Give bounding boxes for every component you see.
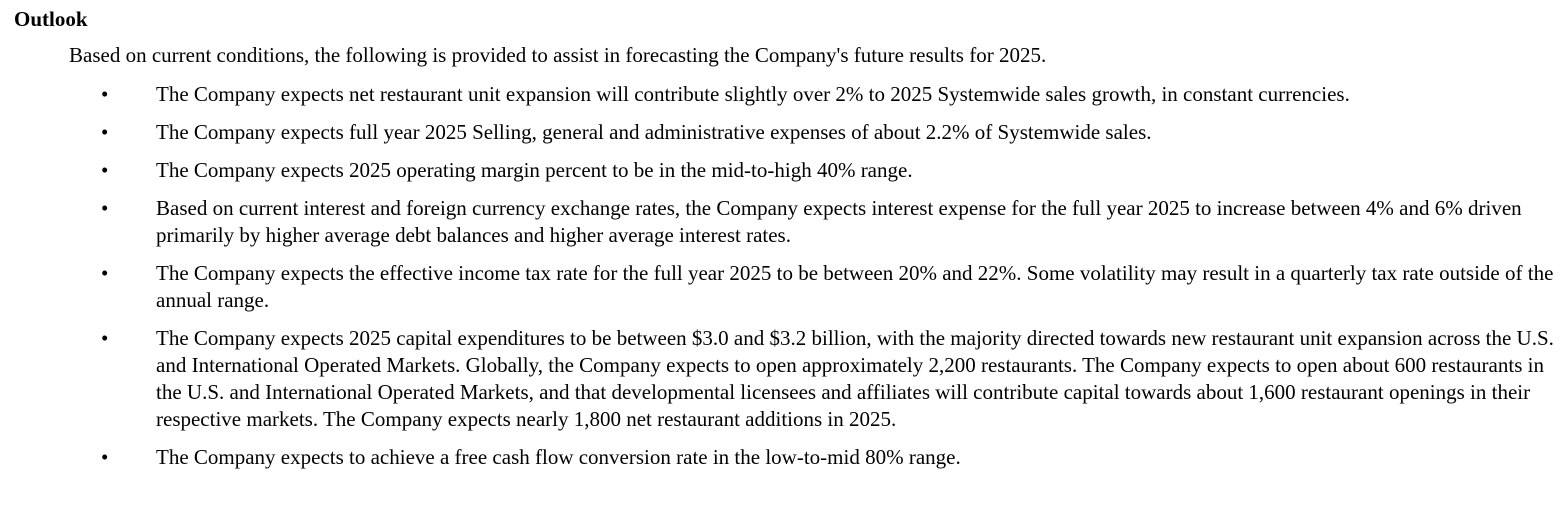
list-item-text: The Company expects full year 2025 Selling, general and administrative expenses of about 2.2% of Systemwide sales. xyxy=(156,120,1152,144)
list-item xyxy=(14,81,1557,108)
list-item-text: The Company expects net restaurant unit expansion will contribute slightly over 2% to 2025 Systemwide sales growth, in constant currencies. xyxy=(156,82,1350,106)
list-item-text: The Company expects 2025 capital expenditures to be between $3.0 and $3.2 billion, with the majority directed towards new restaurant unit expansion across the U.S. and International Operated Markets. Globally, the Company expects to open approximately 2,200 restaurants. The Company expects to open about 600 restaurants in the U.S. and International Operated Markets, and that developmental licensees and affiliates will contribute capital towards about 1,600 restaurant openings in their respective markets. The Company expects nearly 1,800 net restaurant additions in 2025. xyxy=(156,326,1554,431)
list-item xyxy=(14,325,1557,433)
bullet-icon: • xyxy=(101,445,109,469)
bullet-icon: • xyxy=(101,158,109,182)
intro-paragraph: Based on current conditions, the following is provided to assist in forecasting the Company's future results for 2025. xyxy=(69,43,1047,67)
list-item xyxy=(14,157,1557,184)
list-item-text: The Company expects 2025 operating margin percent to be in the mid-to-high 40% range. xyxy=(156,158,913,182)
list-item-text: Based on current interest and foreign currency exchange rates, the Company expects interest expense for the full year 2025 to increase between 4% and 6% driven primarily by higher average debt balances and higher average interest rates. xyxy=(156,196,1522,247)
list-item-text: The Company expects to achieve a free cash flow conversion rate in the low-to-mid 80% range. xyxy=(156,445,961,469)
section-title: Outlook xyxy=(14,7,88,31)
bullet-icon: • xyxy=(101,120,109,144)
list-item xyxy=(14,195,1557,249)
bullet-icon: • xyxy=(101,261,109,285)
list-item xyxy=(14,260,1557,314)
bullet-icon: • xyxy=(101,196,109,220)
outlook-list xyxy=(14,81,1557,471)
bullet-icon: • xyxy=(101,82,109,106)
list-item-text: The Company expects the effective income tax rate for the full year 2025 to be between 20% and 22%. Some volatility may result in a quarterly tax rate outside of the annual range. xyxy=(156,261,1554,312)
list-item xyxy=(14,119,1557,146)
bullet-icon: • xyxy=(101,326,109,350)
list-item xyxy=(14,444,1557,471)
